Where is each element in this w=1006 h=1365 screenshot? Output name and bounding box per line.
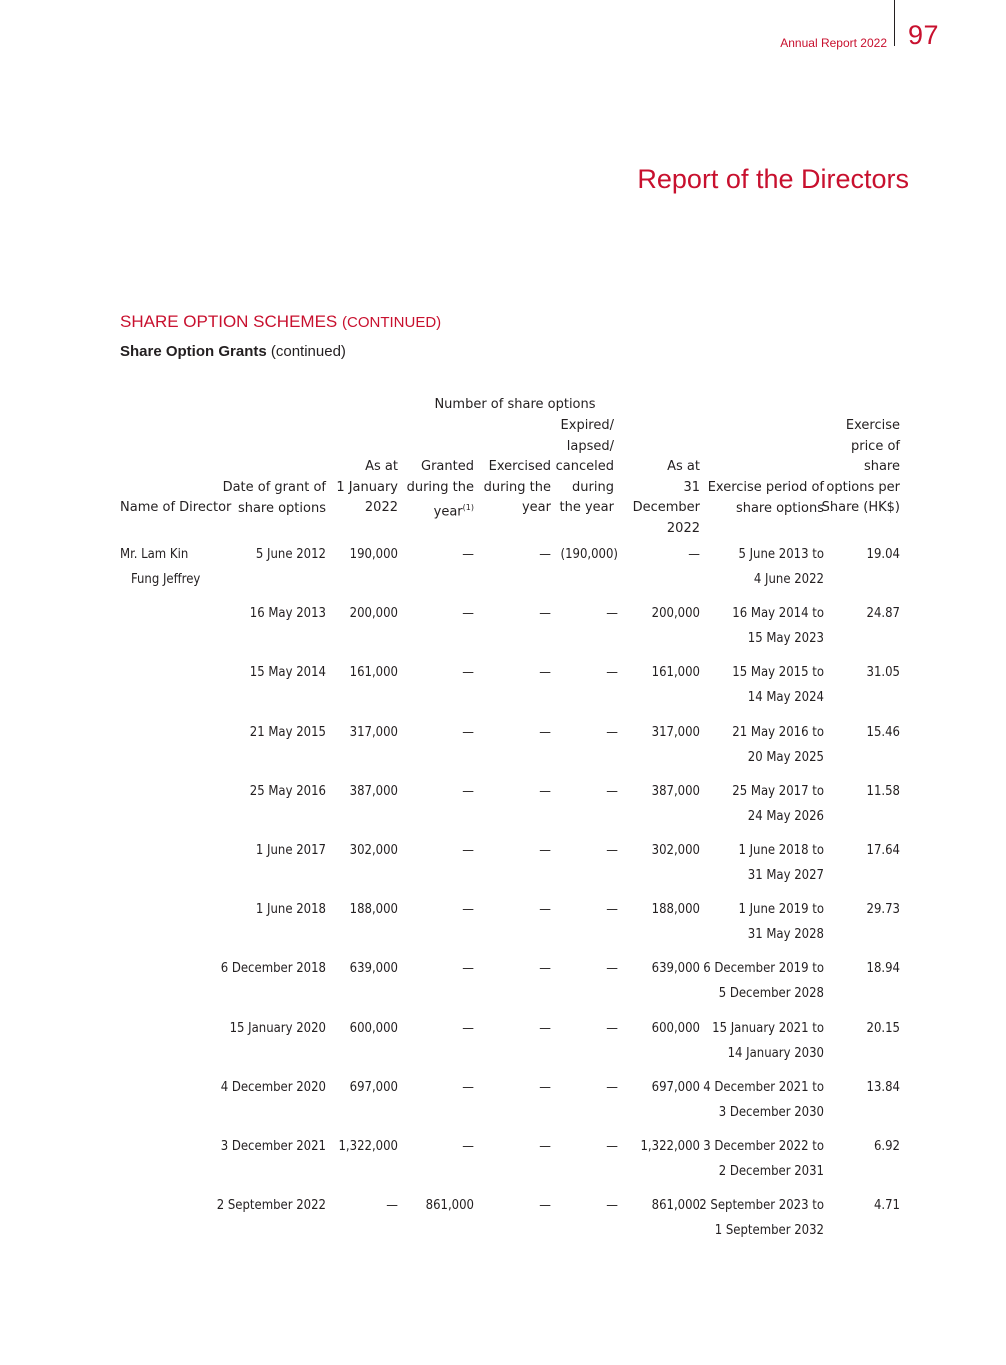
annual-report-label: Annual Report 2022: [780, 36, 887, 50]
cell-price: 17.64: [866, 843, 900, 858]
cell-price: 11.58: [866, 783, 900, 799]
cell-start: 317,000: [349, 724, 398, 740]
cell-expired: (190,000): [560, 547, 618, 562]
col-header-expired: Expired/ lapsed/ canceled during the year: [555, 418, 614, 515]
cell-end: 200,000: [651, 606, 700, 622]
cell-date: 6 December 2018: [220, 961, 326, 977]
cell-date: 3 December 2021: [220, 1139, 326, 1154]
cell-exercised: —: [539, 1198, 551, 1214]
cell-price: 15.46: [866, 724, 900, 740]
section-title-main: SHARE OPTION SCHEMES: [120, 312, 338, 331]
cell-expired: —: [606, 724, 618, 740]
cell-exercised: —: [539, 961, 551, 977]
cell-period1: 15 May 2015 to: [732, 665, 824, 681]
cell-granted: 861,000: [425, 1198, 474, 1214]
cell-granted: —: [462, 547, 474, 562]
cell-expired: —: [606, 665, 618, 681]
cell-expired: —: [606, 1020, 618, 1036]
col-header-granted: [400, 457, 474, 523]
col-header-period: Exercise period of share options: [707, 480, 824, 516]
cell-date: 4 December 2020: [220, 1079, 326, 1095]
cell-expired: —: [606, 783, 618, 799]
cell-end: 302,000: [651, 843, 700, 858]
cell-price: 31.05: [866, 665, 900, 681]
cell-end: 161,000: [651, 665, 700, 681]
cell-date: 25 May 2016: [249, 783, 326, 799]
cell-granted: —: [462, 783, 474, 799]
cell-price: 6.92: [873, 1139, 900, 1154]
cell-start: 639,000: [349, 961, 398, 977]
cell-price: 18.94: [866, 961, 900, 977]
cell-period1: 5 June 2013 to: [738, 547, 824, 562]
cell-exercised: —: [539, 783, 551, 799]
cell-end: 861,000: [651, 1198, 700, 1214]
col-header-exercised: Exercised during the year: [483, 459, 551, 515]
cell-period1: 1 June 2018 to: [738, 843, 824, 858]
cell-period2: 4 June 2022: [753, 572, 824, 587]
cell-granted: —: [462, 724, 474, 740]
cell-end: 387,000: [651, 783, 700, 799]
cell-price: 19.04: [866, 547, 900, 562]
cell-granted: —: [462, 665, 474, 681]
cell-period1: 15 January 2021 to: [712, 1020, 824, 1036]
cell-end: 188,000: [651, 902, 700, 918]
page-title: Report of the Directors: [637, 164, 909, 194]
page-number: 97: [908, 20, 940, 50]
cell-price: 29.73: [866, 902, 900, 918]
cell-end: —: [688, 547, 700, 562]
cell-price: 20.15: [866, 1020, 900, 1036]
col-header-date: Date of grant of share options: [222, 480, 326, 516]
director-name-line1: Mr. Lam Kin: [120, 547, 189, 562]
cell-start: 387,000: [349, 783, 398, 799]
cell-date: 15 January 2020: [229, 1020, 326, 1036]
col-header-as-at-start: As at 1 January 2022: [336, 459, 398, 515]
cell-start: 161,000: [349, 665, 398, 681]
cell-start: 1,322,000: [338, 1139, 398, 1154]
section-title-suffix: (CONTINUED): [342, 314, 442, 331]
cell-period1: 3 December 2022 to: [703, 1139, 824, 1154]
subsection-title-suffix: (continued): [270, 343, 346, 360]
cell-start: —: [386, 1198, 398, 1214]
cell-end: 1,322,000: [640, 1139, 700, 1154]
cell-exercised: —: [539, 843, 551, 858]
cell-start: 188,000: [349, 902, 398, 918]
cell-start: 200,000: [349, 606, 398, 622]
cell-exercised: —: [539, 724, 551, 740]
group-header: Number of share options: [434, 397, 596, 412]
cell-period1: 16 May 2014 to: [732, 606, 824, 622]
cell-end: 317,000: [651, 724, 700, 740]
cell-start: 697,000: [349, 1079, 398, 1095]
cell-period2: 5 December 2028: [718, 986, 824, 1002]
cell-granted: —: [462, 843, 474, 858]
col-header-name: Name of Director: [120, 500, 232, 515]
col-header-price: Exercise price of share options per Share (HK$): [821, 418, 900, 515]
cell-date: 1 June 2018: [255, 902, 326, 918]
col-header-as-at-end: As at 31 December 2022: [632, 459, 700, 536]
cell-period1: 4 December 2021 to: [703, 1079, 824, 1095]
cell-price: 24.87: [866, 606, 900, 622]
cell-date: 1 June 2017: [255, 843, 326, 858]
cell-date: 15 May 2014: [249, 665, 326, 681]
cell-price: 13.84: [866, 1079, 900, 1095]
cell-date: 2 September 2022: [216, 1198, 326, 1214]
cell-end: 639,000: [651, 961, 700, 977]
cell-granted: —: [462, 606, 474, 622]
cell-period1: 21 May 2016 to: [732, 724, 824, 740]
cell-period1: 6 December 2019 to: [703, 961, 824, 977]
cell-exercised: —: [539, 1079, 551, 1095]
cell-exercised: —: [539, 665, 551, 681]
cell-end: 697,000: [651, 1079, 700, 1095]
cell-granted: —: [462, 1079, 474, 1095]
director-name-line2: Fung Jeffrey: [131, 572, 201, 587]
cell-start: 600,000: [349, 1020, 398, 1036]
cell-period1: 2 September 2023 to: [699, 1198, 824, 1214]
cell-expired: —: [606, 1079, 618, 1095]
cell-period2: 31 May 2028: [747, 927, 824, 943]
cell-expired: —: [606, 843, 618, 858]
cell-date: 5 June 2012: [255, 547, 326, 562]
subsection-title-main: Share Option Grants: [120, 343, 267, 360]
cell-exercised: —: [539, 547, 551, 562]
cell-start: 302,000: [349, 843, 398, 858]
cell-expired: —: [606, 961, 618, 977]
cell-period2: 15 May 2023: [747, 631, 824, 647]
granted-header-text: Granted during the year: [406, 459, 474, 520]
cell-period1: 1 June 2019 to: [738, 902, 824, 918]
cell-period2: 14 January 2030: [727, 1045, 824, 1061]
cell-expired: —: [606, 1198, 618, 1214]
cell-exercised: —: [539, 902, 551, 918]
cell-expired: —: [606, 606, 618, 622]
cell-granted: —: [462, 1139, 474, 1154]
cell-expired: —: [606, 902, 618, 918]
cell-expired: —: [606, 1139, 618, 1154]
cell-exercised: —: [539, 606, 551, 622]
cell-granted: —: [462, 961, 474, 977]
cell-granted: —: [462, 1020, 474, 1036]
cell-date: 16 May 2013: [249, 606, 326, 622]
cell-period2: 20 May 2025: [747, 749, 824, 765]
cell-date: 21 May 2015: [249, 724, 326, 740]
cell-period2: 14 May 2024: [747, 690, 824, 706]
cell-exercised: —: [539, 1139, 551, 1154]
cell-end: 600,000: [651, 1020, 700, 1036]
cell-period2: 2 December 2031: [718, 1164, 824, 1179]
cell-period2: 31 May 2027: [747, 868, 824, 883]
cell-exercised: —: [539, 1020, 551, 1036]
cell-price: 4.71: [873, 1198, 900, 1214]
cell-period2: 1 September 2032: [714, 1223, 824, 1239]
cell-period1: 25 May 2017 to: [732, 783, 824, 799]
granted-footnote: (1): [462, 503, 474, 512]
cell-granted: —: [462, 902, 474, 918]
cell-period2: 3 December 2030: [718, 1104, 824, 1120]
cell-period2: 24 May 2026: [747, 808, 824, 824]
cell-start: 190,000: [349, 547, 398, 562]
